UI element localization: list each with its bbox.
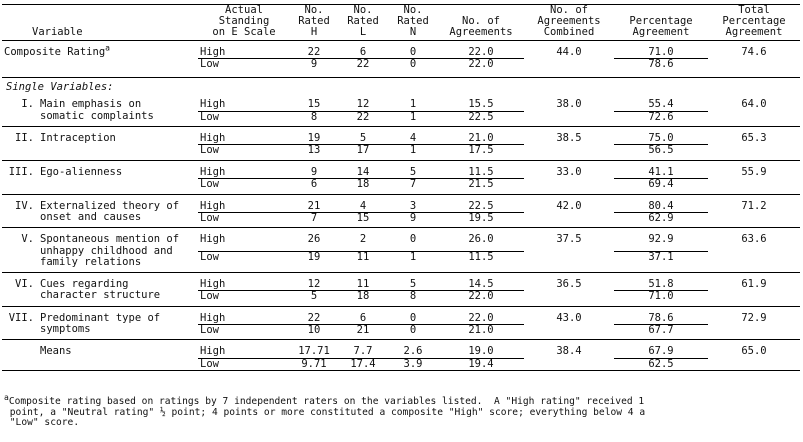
header-total: Total Percentage Agreement (722, 4, 786, 38)
single-variables-heading: Single Variables: (6, 80, 114, 93)
composite-group (2, 41, 800, 78)
agreements-cell: 19.0 (438, 346, 524, 358)
table-row (2, 59, 800, 71)
percentage-cell: 72.6 (648, 110, 674, 123)
rated-h-cell: 12 (290, 279, 338, 291)
standing-cell: Low (200, 144, 219, 157)
standing-cell: Low (200, 212, 219, 225)
rated-l-cell: 17 (356, 144, 370, 157)
agreements-cell: 21.0 (438, 133, 524, 145)
rated-n-cell: 1 (409, 110, 417, 123)
combined-cell: 44.0 (556, 46, 582, 58)
variable-group (2, 194, 800, 228)
rated-l-cell: 6 (338, 313, 388, 325)
document-page (2, 4, 800, 429)
rated-h-cell: 17.71 (290, 346, 338, 358)
rated-h-cell: 7 (310, 212, 318, 225)
total-cell: 55.9 (741, 165, 767, 178)
variable-name: Cues regarding character structure (40, 277, 161, 302)
standing-cell: High (198, 234, 290, 251)
variable-label (2, 279, 198, 302)
table-row (2, 47, 800, 59)
variable-name: Predominant type of symptoms (40, 311, 161, 335)
table-row (2, 133, 800, 145)
percentage-cell: 80.4 (614, 201, 708, 213)
variable-label (2, 234, 198, 268)
table-header (2, 5, 800, 41)
agreements-cell: 22.0 (438, 47, 524, 59)
combined-cell: 43.0 (556, 311, 582, 324)
rated-n-cell: 0 (409, 58, 417, 71)
percentage-cell: 51.8 (614, 279, 708, 291)
variable-group (2, 272, 800, 306)
percentage-cell: 67.9 (614, 346, 708, 358)
agreements-cell: 14.5 (438, 279, 524, 291)
variable-group (2, 160, 800, 194)
rated-h-cell: 5 (310, 290, 318, 303)
table-row (2, 99, 800, 111)
table-row (2, 346, 800, 358)
combined-cell: 38.4 (556, 345, 582, 358)
standing-cell: Low (200, 323, 219, 336)
rated-l-cell: 11 (338, 279, 388, 291)
header-standing: Actual Standing on E Scale (212, 4, 276, 38)
total-cell: 65.0 (741, 345, 767, 358)
rated-n-cell: 0 (388, 313, 438, 325)
percentage-cell: 69.4 (648, 178, 674, 191)
combined-cell: 36.5 (556, 277, 582, 290)
rated-l-cell: 21 (356, 323, 370, 336)
agreements-cell: 22.0 (468, 58, 494, 71)
standing-cell: Low (200, 251, 219, 264)
means-label: Means (40, 345, 72, 358)
percentage-cell: 62.5 (648, 357, 674, 370)
combined-cell: 38.5 (556, 132, 582, 145)
standing-cell: Low (200, 178, 219, 191)
agreements-cell: 22.5 (468, 110, 494, 123)
agreements-cell: 19.4 (468, 357, 494, 370)
rated-n-cell: 2.6 (388, 346, 438, 358)
standing-cell: High (198, 99, 290, 111)
rated-n-cell: 1 (409, 144, 417, 157)
rated-n-cell: 5 (388, 167, 438, 179)
rated-n-cell: 7 (409, 178, 417, 191)
total-cell: 72.9 (741, 311, 767, 324)
footnote: $^a$Composite rating based on ratings by 7 independent raters on the variables listed. A "High rating" received 1 point, a "Neutral rating" ½ point; 4 points or more constituted a composite "High" score; everything below 4 a "Low" score. (4, 392, 646, 429)
variable-label (2, 313, 198, 336)
rated-n-cell: 1 (388, 99, 438, 111)
rated-n-cell: 3.9 (403, 357, 423, 370)
standing-cell: High (198, 346, 290, 358)
rated-l-cell: 17.4 (350, 357, 376, 370)
rated-h-cell: 22 (290, 313, 338, 325)
variable-label (2, 99, 198, 122)
table-row (2, 167, 800, 179)
rated-l-cell: 18 (356, 178, 370, 191)
percentage-cell: 37.1 (648, 251, 674, 264)
total-cell: 61.9 (741, 277, 767, 290)
agreements-cell: 19.5 (468, 212, 494, 225)
rated-h-cell: 10 (307, 323, 321, 336)
rated-n-cell: 1 (409, 251, 417, 264)
rated-h-cell: 21 (290, 201, 338, 213)
rated-n-cell: 5 (388, 279, 438, 291)
rated-l-cell: 22 (356, 110, 370, 123)
rated-n-cell: 0 (409, 323, 417, 336)
combined-cell: 37.5 (556, 233, 582, 246)
standing-cell: High (198, 133, 290, 145)
variable-name: Intraception (40, 132, 116, 145)
rated-n-cell: 3 (388, 201, 438, 213)
rated-l-cell: 12 (338, 99, 388, 111)
agreement-table (2, 4, 800, 371)
variable-name: Externalized theory of onset and causes (40, 199, 180, 224)
agreements-cell: 15.5 (438, 99, 524, 111)
variable-group (2, 127, 800, 161)
agreements-cell: 11.5 (468, 251, 494, 264)
total-cell: 74.6 (741, 46, 767, 58)
table-row (2, 234, 800, 251)
variable-label (2, 201, 198, 224)
roman-numeral: III. (8, 165, 34, 178)
variable-label (2, 167, 198, 178)
standing-cell: Low (200, 110, 219, 123)
rated-h-cell: 22 (290, 47, 338, 59)
roman-numeral: VII. (8, 311, 34, 324)
percentage-cell: 67.7 (648, 323, 674, 336)
standing-cell: High (198, 279, 290, 291)
rated-l-cell: 2 (338, 234, 388, 251)
means-group (2, 340, 800, 371)
header-rated-l: No. Rated L (347, 4, 379, 38)
rated-h-cell: 9 (310, 58, 318, 71)
rated-h-cell: 9.71 (301, 357, 327, 370)
variable-group (2, 228, 800, 272)
variable-name: Spontaneous mention of unhappy childhood and family relations (40, 233, 180, 269)
variable-name: Main emphasis on somatic complaints (40, 98, 154, 122)
header-combined: No. of Agreements Combined (537, 4, 601, 38)
rated-n-cell: 0 (388, 47, 438, 59)
standing-cell: Low (200, 58, 219, 71)
rated-h-cell: 9 (290, 167, 338, 179)
rated-h-cell: 13 (307, 144, 321, 157)
agreements-cell: 21.5 (468, 178, 494, 191)
header-rated-n: No. Rated N (397, 4, 429, 38)
roman-numeral: II. (15, 132, 34, 145)
percentage-cell: 75.0 (614, 133, 708, 145)
combined-cell: 42.0 (556, 199, 582, 212)
rated-l-cell: 14 (338, 167, 388, 179)
standing-cell: High (198, 313, 290, 325)
header-agreements: No. of Agreements (449, 15, 513, 38)
combined-cell: 38.0 (556, 98, 582, 111)
rated-l-cell: 5 (338, 133, 388, 145)
percentage-cell: 56.5 (648, 144, 674, 157)
standing-cell: High (198, 167, 290, 179)
variable-group (2, 77, 800, 126)
agreements-cell: 22.0 (438, 313, 524, 325)
agreements-cell: 21.0 (468, 323, 494, 336)
standing-cell: Low (200, 357, 219, 370)
roman-numeral: I. (21, 98, 34, 111)
total-cell: 63.6 (741, 233, 767, 246)
percentage-cell: 78.6 (648, 58, 674, 71)
roman-numeral: V. (21, 233, 34, 246)
percentage-cell: 78.6 (614, 313, 708, 325)
percentage-cell: 71.0 (614, 47, 708, 59)
rated-l-cell: 4 (338, 201, 388, 213)
total-cell: 65.3 (741, 132, 767, 145)
table-row (2, 201, 800, 213)
composite-label: Composite Rating$^a$ (4, 43, 110, 58)
standing-cell: High (198, 201, 290, 213)
rated-n-cell: 0 (388, 234, 438, 251)
rated-h-cell: 19 (307, 251, 321, 264)
agreements-cell: 22.5 (438, 201, 524, 213)
rated-l-cell: 15 (356, 212, 370, 225)
agreements-cell: 11.5 (438, 167, 524, 179)
variable-label (2, 133, 198, 144)
total-cell: 71.2 (741, 199, 767, 212)
variable-group (2, 306, 800, 340)
header-variable: Variable (32, 26, 83, 38)
combined-cell: 33.0 (556, 165, 582, 178)
percentage-cell: 92.9 (614, 234, 708, 251)
variable-name: Ego-alienness (40, 165, 123, 178)
standing-cell: Low (200, 290, 219, 303)
rated-l-cell: 18 (356, 290, 370, 303)
agreements-cell: 17.5 (468, 144, 494, 157)
roman-numeral: IV. (15, 199, 34, 212)
rated-h-cell: 19 (290, 133, 338, 145)
roman-numeral: VI. (15, 277, 34, 290)
rated-l-cell: 6 (338, 47, 388, 59)
header-percentage: Percentage Agreement (629, 15, 693, 38)
header-rated-h: No. Rated H (298, 4, 330, 38)
rated-l-cell: 7.7 (338, 346, 388, 358)
percentage-cell: 55.4 (614, 99, 708, 111)
percentage-cell: 62.9 (648, 212, 674, 225)
rated-h-cell: 6 (310, 178, 318, 191)
rated-h-cell: 8 (310, 110, 318, 123)
agreements-cell: 22.0 (468, 290, 494, 303)
percentage-cell: 41.1 (614, 167, 708, 179)
rated-n-cell: 4 (388, 133, 438, 145)
percentage-cell: 71.0 (648, 290, 674, 303)
total-cell: 64.0 (741, 98, 767, 111)
rated-h-cell: 15 (290, 99, 338, 111)
standing-cell: High (198, 47, 290, 59)
rated-l-cell: 11 (356, 251, 370, 264)
table-row (2, 313, 800, 325)
rated-n-cell: 9 (409, 212, 417, 225)
table-row (2, 279, 800, 291)
rated-h-cell: 26 (290, 234, 338, 251)
rated-n-cell: 8 (409, 290, 417, 303)
rated-l-cell: 22 (356, 58, 370, 71)
agreements-cell: 26.0 (438, 234, 524, 251)
